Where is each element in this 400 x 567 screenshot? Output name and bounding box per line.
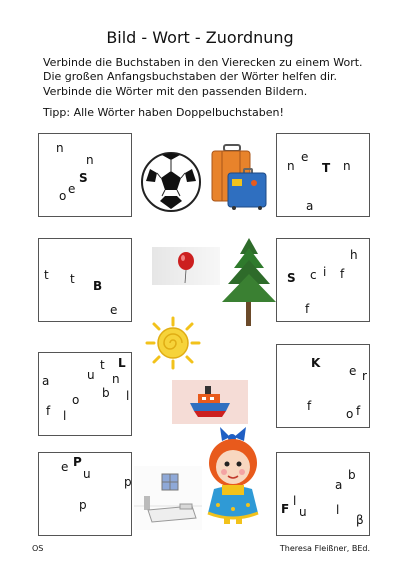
doll-picture[interactable] [200,427,266,525]
letter-box-1[interactable] [38,133,132,217]
letter: l [336,503,340,517]
letter: P [73,455,82,469]
letter: t [70,272,75,286]
letter: l [126,389,130,403]
letter: e [61,460,69,474]
letter: n [56,141,64,155]
letter: e [110,303,118,317]
letter-box-6[interactable] [276,344,370,428]
letter: t [100,358,105,372]
letter: f [305,302,310,316]
letter: c [310,268,317,282]
letter: F [281,502,290,516]
letter: e [301,150,309,164]
instructions [43,56,363,99]
letter: f [46,404,51,418]
letter: o [59,189,67,203]
toy-boat-picture[interactable] [172,380,248,424]
letter-box-2[interactable] [276,133,370,217]
letter: T [322,161,331,175]
letter: u [83,467,91,481]
letter: e [68,182,76,196]
letter: o [346,407,354,421]
letter: h [350,248,358,262]
letter: l [63,409,67,423]
letter: p [79,498,87,512]
letter: i [323,265,327,279]
letter-box-4[interactable] [276,238,370,322]
letter: β [356,513,364,527]
page-title: Bild - Wort - Zuordnung [106,28,294,47]
letter: S [79,171,88,185]
letter: n [112,372,120,386]
sun-picture[interactable] [144,316,202,370]
letter-box-3[interactable] [38,238,132,322]
letter: B [93,279,103,293]
letter-box-7[interactable] [38,452,132,536]
letter: n [86,153,94,167]
instruction-line-2: Die großen Anfangsbuchstaben der Wörter helfen dir. [43,70,338,84]
letter: l [293,494,297,508]
letter: n [287,159,295,173]
bedroom-picture[interactable] [134,466,202,530]
footer-left: OS [32,544,44,553]
letter: f [307,399,312,413]
letter: b [348,468,356,482]
tip-text: Tipp: Alle Wörter haben Doppelbuchstaben! [43,106,284,119]
footer-right: Theresa Fleißner, BEd. [279,544,370,553]
letter: K [311,356,321,370]
letter-box-5[interactable] [38,352,132,436]
letter: u [299,505,307,519]
letter: f [356,404,361,418]
letter: L [118,356,126,370]
letter: o [72,393,80,407]
letter: a [335,478,343,492]
instruction-line-3: Verbinde die Wörter mit den passenden Bildern. [43,84,308,98]
letter: a [306,199,314,213]
letter: f [340,267,345,281]
letter: r [362,369,367,383]
letter: S [287,271,296,285]
suitcases-picture[interactable] [208,143,270,211]
letter: n [343,159,351,173]
letter: e [349,364,357,378]
fir-tree-picture[interactable] [220,236,278,328]
soccer-ball-picture[interactable] [140,151,202,213]
letter: b [102,386,110,400]
letter-box-8[interactable] [276,452,370,536]
letter: p [124,475,132,489]
letter: a [42,374,50,388]
letter: t [44,268,49,282]
balloon-picture[interactable] [152,247,220,285]
letter: u [87,368,95,382]
instruction-line-1: Verbinde die Buchstaben in den Vierecken zu einem Wort. [43,56,363,69]
